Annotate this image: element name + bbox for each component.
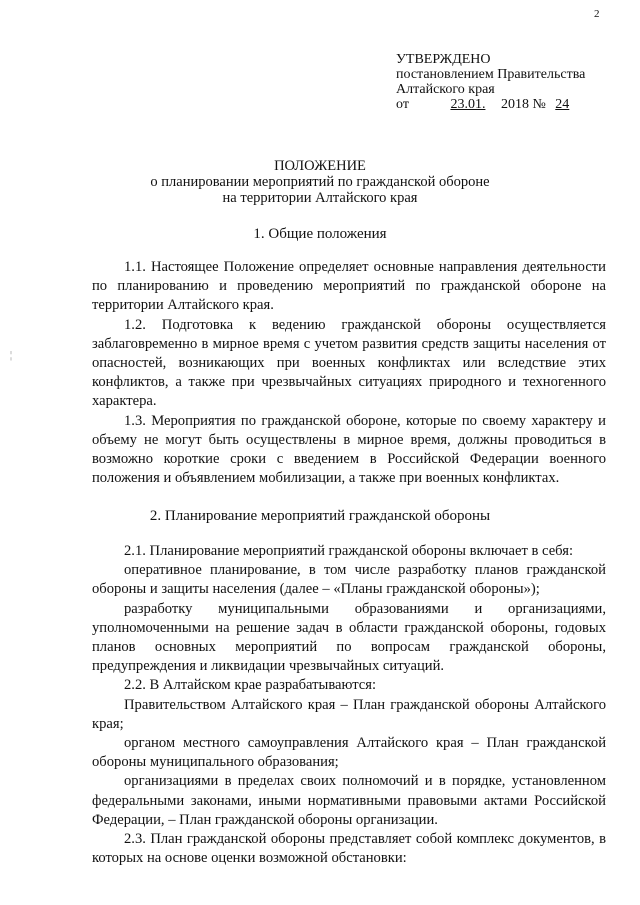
paragraph: 1.3. Мероприятия по гражданской обороне, которые по своему характеру и объему не могут быть осуществлены в мирное время, должны проводиться в возможно короткие сроки с введением в Российской Федерации военного положения и объявлением мобилизации, а также при военных конфликтах. bbox=[92, 412, 606, 487]
approval-line-1: постановлением Правительства bbox=[396, 67, 586, 82]
approval-prefix: от bbox=[396, 97, 409, 112]
paragraph: разработку муниципальными образованиями и организациями, уполномоченными на решение задач в области гражданской обороны, годовых планов основных мероприятий по вопросам гражданской обороны, предупреждения и ликвидации чрезвычайных ситуаций. bbox=[92, 600, 606, 675]
approval-year: 2018 bbox=[500, 97, 529, 112]
section-1-heading: 1. Общие положения bbox=[253, 226, 387, 242]
approval-line-2: Алтайского края bbox=[396, 82, 495, 97]
scan-artifact-mark: ¦ bbox=[10, 350, 13, 361]
paragraph: оперативное планирование, в том числе разработку планов гражданской обороны и защиты населения (далее – «Планы гражданской обороны»); bbox=[92, 562, 606, 598]
document-title: ПОЛОЖЕНИЕ bbox=[274, 158, 366, 174]
paragraph: 2.3. План гражданской обороны представляет собой комплекс документов, в которых на основе оценки возможной обстановки: bbox=[92, 831, 606, 867]
paragraph: 2.2. В Алтайском крае разрабатываются: bbox=[124, 677, 377, 694]
approval-date: 23.01. bbox=[450, 97, 486, 112]
approval-number-sign: № bbox=[532, 97, 546, 112]
paragraph: 1.2. Подготовка к ведению гражданской обороны осуществляется заблаговременно в мирное время с учетом развития средств защиты населения от опасностей, возникающих при военных конфликтах или вследствие этих конфликтов, а также при чрезвычайных ситуациях природного и техногенного характера. bbox=[92, 316, 606, 410]
approval-heading: УТВЕРЖДЕНО bbox=[396, 52, 491, 67]
approval-date-line bbox=[396, 97, 585, 112]
section-2-heading: 2. Планирование мероприятий гражданской обороны bbox=[149, 508, 491, 524]
document-title-block bbox=[0, 158, 640, 206]
approval-number: 24 bbox=[555, 97, 570, 112]
paragraph: Правительством Алтайского края – План гражданской обороны Алтайского края; bbox=[92, 696, 606, 732]
paragraph: 2.1. Планирование мероприятий гражданской обороны включает в себя: bbox=[124, 543, 573, 559]
paragraph: органом местного самоуправления Алтайского края – План гражданской обороны муниципального образования; bbox=[92, 735, 606, 771]
document-subtitle-1: о планировании мероприятий по гражданской обороне bbox=[150, 174, 490, 190]
section-2-body bbox=[92, 542, 606, 868]
paragraph: организациями в пределах своих полномочий и в порядке, установленном федеральными законами, иными нормативными правовыми актами Российской Федерации, – План гражданской обороны организации. bbox=[92, 773, 606, 828]
document-subtitle-2: на территории Алтайского края bbox=[222, 190, 418, 206]
section-1-body bbox=[92, 258, 606, 488]
approval-block bbox=[396, 52, 585, 112]
page-number: 2 bbox=[594, 8, 600, 20]
paragraph: 1.1. Настоящее Положение определяет основные направления деятельности по планированию и проведению мероприятий по гражданской обороне на территории Алтайского края. bbox=[92, 259, 606, 314]
